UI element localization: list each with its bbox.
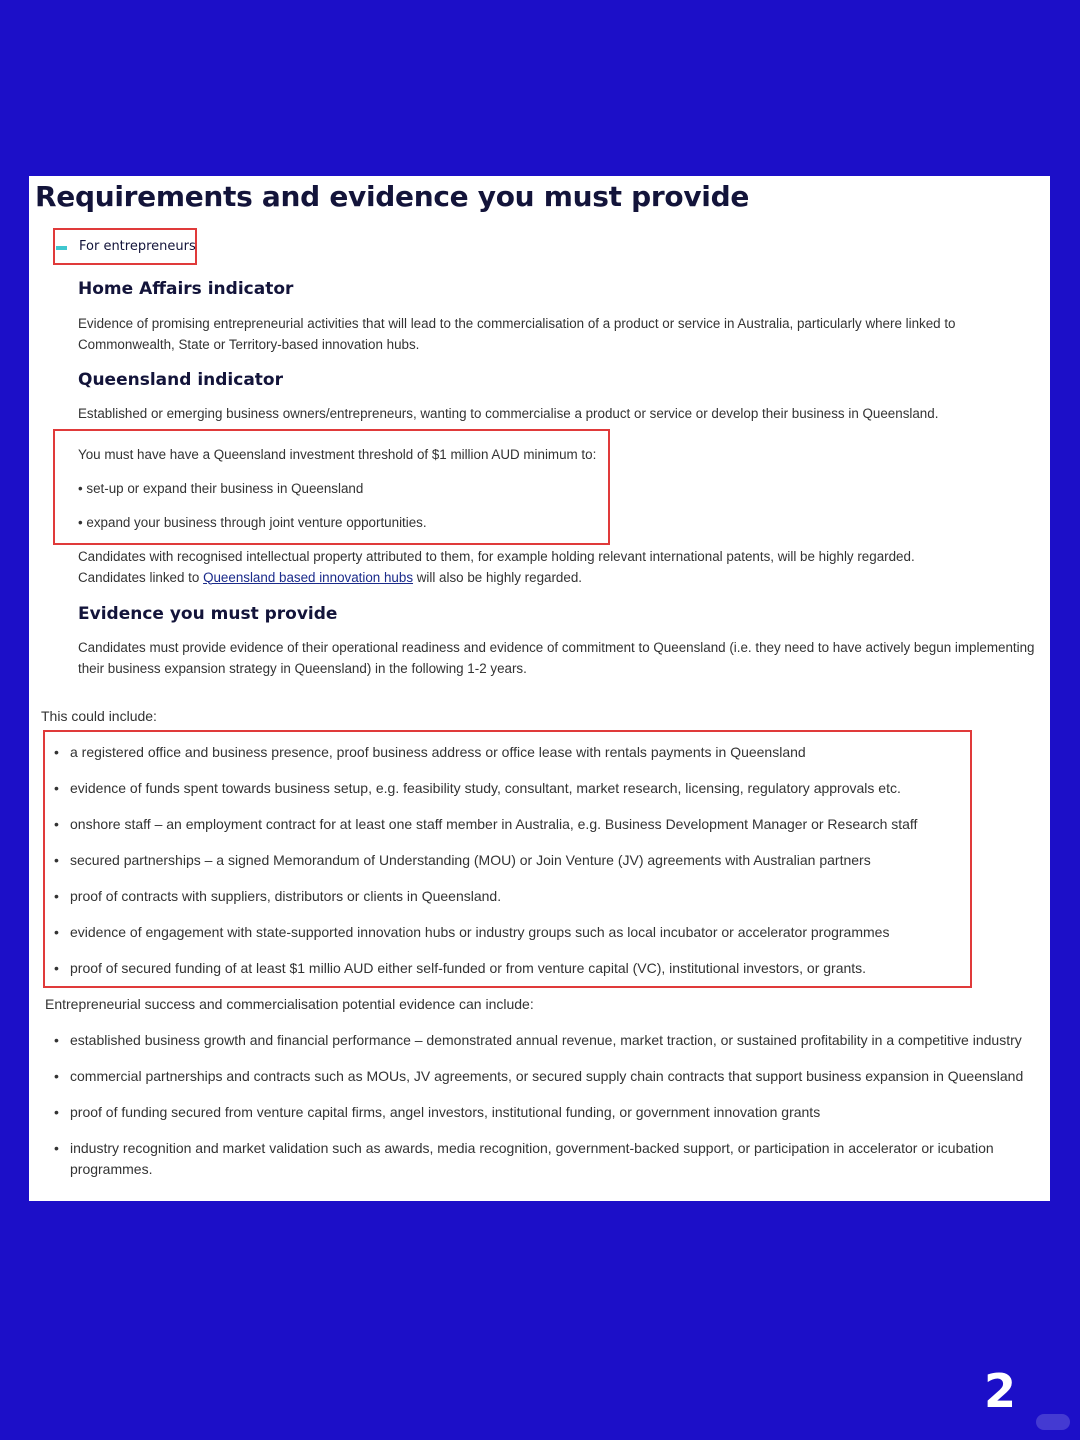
ip-line: Candidates with recognised intellectual property attributed to them, for example holding relevant international patents, will be highly regarded. — [78, 549, 915, 564]
bullet-dot: • — [54, 744, 59, 760]
home-affairs-heading: Home Affairs indicator — [78, 279, 294, 299]
list-item: • evidence of funds spent towards business setup, e.g. feasibility study, consultant, market research, licensing, regulatory approvals etc. — [45, 778, 1035, 814]
bullet-dot: • — [54, 780, 59, 796]
could-include-list — [45, 742, 1035, 994]
list-item: • a registered office and business presence, proof business address or office lease with rentals payments in Queensland — [45, 742, 1035, 778]
page-number: 2 — [984, 1364, 1017, 1418]
tab-accent-marker — [56, 246, 67, 250]
list-item: • proof of contracts with suppliers, distributors or clients in Queensland. — [45, 886, 1035, 922]
queensland-innovation-hubs-link[interactable]: Queensland based innovation hubs — [203, 569, 414, 585]
list-item: • proof of secured funding of at least $1 millio AUD either self-funded or from venture capital (VC), institutional investors, or grants. — [45, 958, 1035, 994]
queensland-heading: Queensland indicator — [78, 370, 283, 390]
tab-label: For entrepreneurs — [79, 239, 196, 254]
hubs-prefix: Candidates linked to — [78, 569, 204, 585]
list-item: • industry recognition and market validation such as awards, media recognition, government-backed support, or participation in accelerator or icubation programmes. — [54, 1140, 994, 1177]
list-item: • commercial partnerships and contracts such as MOUs, JV agreements, or secured supply chain contracts that support business expansion in Queensland — [45, 1066, 1045, 1102]
list-item: • secured partnerships – a signed Memorandum of Understanding (MOU) or Join Venture (JV) agreements with Australian partners — [45, 850, 1035, 886]
home-affairs-line-2: Commonwealth, State or Territory-based innovation hubs. — [78, 336, 420, 352]
success-label: Entrepreneurial success and commercialisation potential evidence can include: — [45, 996, 534, 1012]
could-include-label: This could include: — [41, 708, 157, 724]
list-item: • proof of funding secured from venture capital firms, angel investors, institutional funding, or government innovation grants — [45, 1102, 1045, 1138]
bullet-dot: • — [54, 1032, 59, 1048]
watermark-logo — [1036, 1414, 1070, 1430]
evidence-text — [78, 638, 1035, 679]
success-list — [45, 1030, 1045, 1182]
bullet-dot: • — [54, 1068, 59, 1084]
home-affairs-line-1: Evidence of promising entrepreneurial activities that will lead to the commercialisation of a product or service in Australia, particularly where linked to — [78, 316, 956, 331]
home-affairs-text — [78, 314, 956, 355]
bullet-dot: • — [54, 960, 59, 976]
bullet-dot: • — [54, 1104, 59, 1120]
evidence-heading: Evidence you must provide — [78, 604, 338, 624]
bullet-dot: • — [54, 924, 59, 940]
bullet-dot: • — [54, 816, 59, 832]
ip-regard-text — [78, 547, 915, 588]
threshold-bullet-2: • expand your business through joint venture opportunities. — [78, 515, 427, 530]
content-panel — [29, 176, 1050, 1201]
page-title: Requirements and evidence you must provide — [35, 180, 750, 213]
bullet-dot: • — [54, 852, 59, 868]
hubs-suffix: will also be highly regarded. — [413, 569, 582, 585]
threshold-text: You must have have a Queensland investment threshold of $1 million AUD minimum to: — [78, 447, 597, 462]
list-item: • onshore staff – an employment contract for at least one staff member in Australia, e.g. Business Development Manager or Research staff — [45, 814, 1035, 850]
evidence-line-1: Candidates must provide evidence of their operational readiness and evidence of commitment to Queensland (i.e. they need to have actively begun implementing — [78, 640, 1035, 655]
threshold-bullet-1: • set-up or expand their business in Queensland — [78, 481, 364, 496]
list-item: • evidence of engagement with state-supported innovation hubs or industry groups such as local incubator or accelerator programmes — [45, 922, 1035, 958]
evidence-line-2: their business expansion strategy in Queensland) in the following 1-2 years. — [78, 660, 527, 676]
bullet-dot: • — [54, 1140, 59, 1156]
list-item: • established business growth and financial performance – demonstrated annual revenue, market traction, or sustained profitability in a competitive industry — [45, 1030, 1045, 1066]
queensland-intro: Established or emerging business owners/entrepreneurs, wanting to commercialise a product or service or develop their business in Queensland. — [78, 406, 939, 421]
tab-for-entrepreneurs[interactable] — [53, 228, 197, 265]
bullet-dot: • — [54, 888, 59, 904]
